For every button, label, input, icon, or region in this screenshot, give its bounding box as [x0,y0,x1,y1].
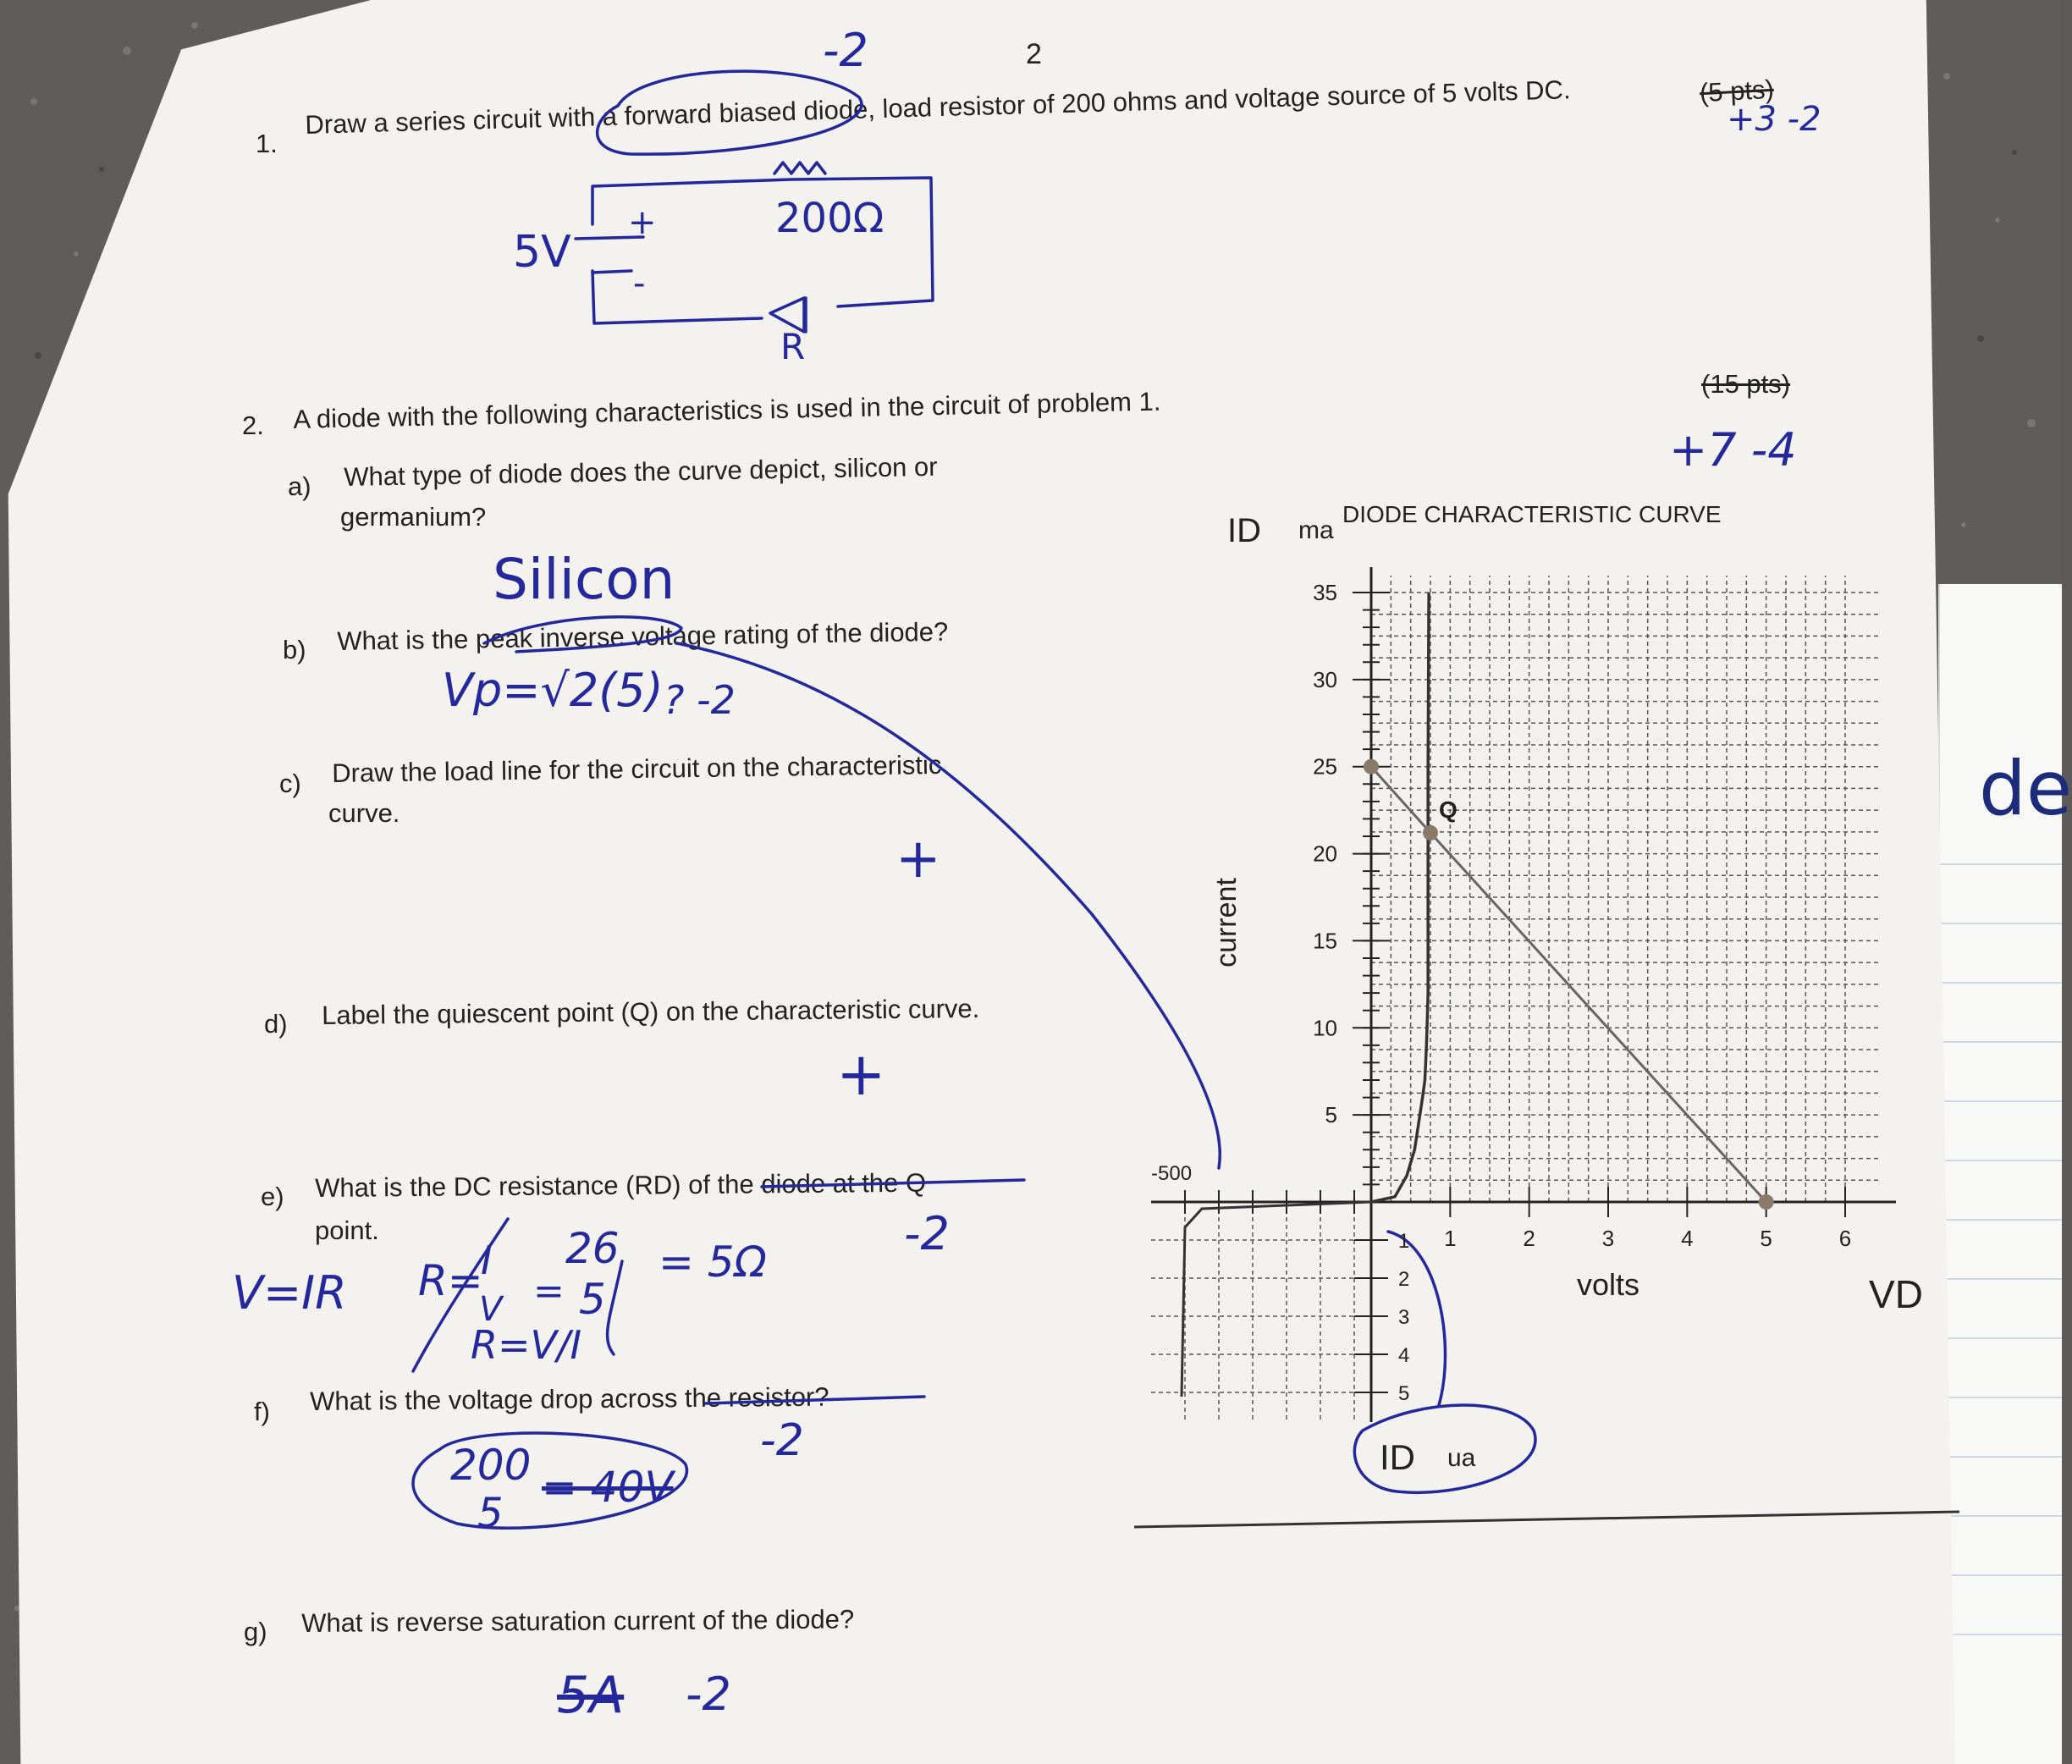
q2-number: 2. [242,411,264,440]
q-point-label: Q [1439,796,1458,823]
part-e-grade: -2 [904,1207,950,1260]
reverse-y-tick-label: 1 [1398,1230,1410,1253]
reverse-x-label: -500 [1151,1162,1193,1185]
sketch-resistor-label: 200Ω [775,195,884,242]
load-line-point [1364,759,1379,775]
part-e-result: = 5Ω [659,1238,767,1287]
part-a-answer: Silicon [493,547,675,612]
part-f-letter: f) [254,1397,270,1426]
part-g-question: What is reverse saturation current of the diode? [301,1604,855,1638]
reverse-curve-line [1182,1202,1371,1397]
part-b-answer: Vp=√2(5) [442,664,664,717]
part-f-numerator: 200 [450,1441,532,1490]
part-e-frac-top: I [481,1238,493,1283]
y-tick-label: 10 [1313,1015,1337,1041]
part-c-letter: c) [279,769,301,798]
part-b-letter: b) [283,635,306,664]
x-tick-label: 3 [1601,1226,1615,1251]
x-axis-label: volts [1576,1267,1640,1302]
sketch-source-label: 5V [513,227,571,278]
part-f-question: What is the voltage drop across the resistor? [310,1381,829,1416]
part-e-equals: = [533,1270,565,1313]
part-f-grade: -2 [760,1415,804,1466]
y-tick-label: 15 [1313,928,1337,954]
part-e-alt-formula: R=V/I [471,1322,582,1368]
reverse-y-symbol: ID [1380,1437,1415,1477]
x-tick-label: 1 [1444,1226,1457,1251]
part-f-denominator: 5 [477,1490,504,1537]
part-e-letter: e) [261,1182,284,1211]
part-e-denominator: 5 [579,1275,606,1324]
sketch-diode-label: R [780,326,806,367]
page-number: 2 [1026,38,1042,70]
part-d-letter: d) [264,1009,288,1039]
part-b-question: What is the peak inverse voltage rating of the diode? [337,616,949,656]
part-d-question: Label the quiescent point (Q) on the characteristic curve. [322,993,980,1030]
part-g-answer: 5A [557,1666,625,1725]
part-e-question-line1: What is the DC resistance (RD) of the diode at the Q [315,1167,927,1203]
load-line-point [1759,1194,1774,1210]
part-e-r-equals: R= [418,1256,483,1305]
y-tick-label: 5 [1325,1102,1337,1128]
sketch-plus-sign: + [628,203,657,242]
y-axis-label: current [1210,878,1243,967]
x-tick-label: 5 [1760,1226,1772,1251]
sketch-minus-sign: - [633,264,646,303]
chart-series [1182,593,1774,1397]
part-c-question-line1: Draw the load line for the circuit on the characteristic [332,749,942,788]
reverse-y-unit: ua [1447,1444,1476,1472]
part-e-numerator: 26 [565,1224,620,1273]
part-e-frac-bottom: V [479,1290,503,1329]
q2-grade: +7 -4 [1669,423,1797,477]
reverse-y-tick-label: 4 [1398,1344,1410,1367]
reverse-y-tick-label: 5 [1398,1382,1410,1405]
q2-text: A diode with the following characteristics is used in the circuit of problem 1. [293,386,1161,434]
diode-characteristic-chart [1151,508,1923,1477]
q1-text: Draw a series circuit with a forward biased diode, load resistor of 200 ohms and voltage source of 5 volts DC. [305,74,1572,140]
part-a-question-line2: germanium? [340,502,487,532]
part-d-mark: + [836,1039,886,1109]
chart-grid [1151,576,1879,1422]
q1-number: 1. [256,129,278,158]
y-tick-label: 20 [1313,841,1337,867]
part-c-mark: + [895,828,941,890]
part-b-note: ? -2 [664,677,736,723]
y-axis-unit: ma [1298,516,1334,544]
x-tick-label: 2 [1523,1226,1535,1251]
reverse-y-tick-label: 3 [1398,1306,1410,1329]
chart-title: DIODE CHARACTERISTIC CURVE [1342,501,1722,527]
chart-labels [1151,512,1923,1477]
part-f-result: = 40V [542,1463,674,1512]
reverse-y-tick-label: 2 [1398,1268,1410,1291]
q2-points: (15 pts) [1701,369,1791,399]
x-tick-label: 6 [1838,1226,1852,1251]
chart-axes [1151,567,1896,1422]
notebook-handwriting: de [1979,745,2072,832]
y-tick-label: 30 [1313,666,1337,692]
y-axis-symbol: ID [1227,512,1261,549]
part-a-question-line1: What type of diode does the curve depict, silicon or [344,451,938,492]
q1-grade: +3 -2 [1727,100,1821,139]
y-tick-label: 25 [1313,753,1337,780]
q1-points: (5 pts) [1699,74,1775,108]
y-tick-label: 35 [1313,580,1337,605]
x-axis-symbol: VD [1869,1272,1923,1316]
part-a-letter: a) [288,471,311,501]
part-e-question-line2: point. [315,1216,379,1245]
part-e-formula: V=IR [232,1266,347,1320]
part-c-question-line2: curve. [328,798,400,828]
part-g-grade: -2 [686,1668,731,1721]
part-g-letter: g) [244,1617,267,1646]
top-grade-mark: -2 [823,24,868,77]
x-tick-label: 4 [1681,1226,1694,1251]
load-line-point [1423,825,1438,841]
